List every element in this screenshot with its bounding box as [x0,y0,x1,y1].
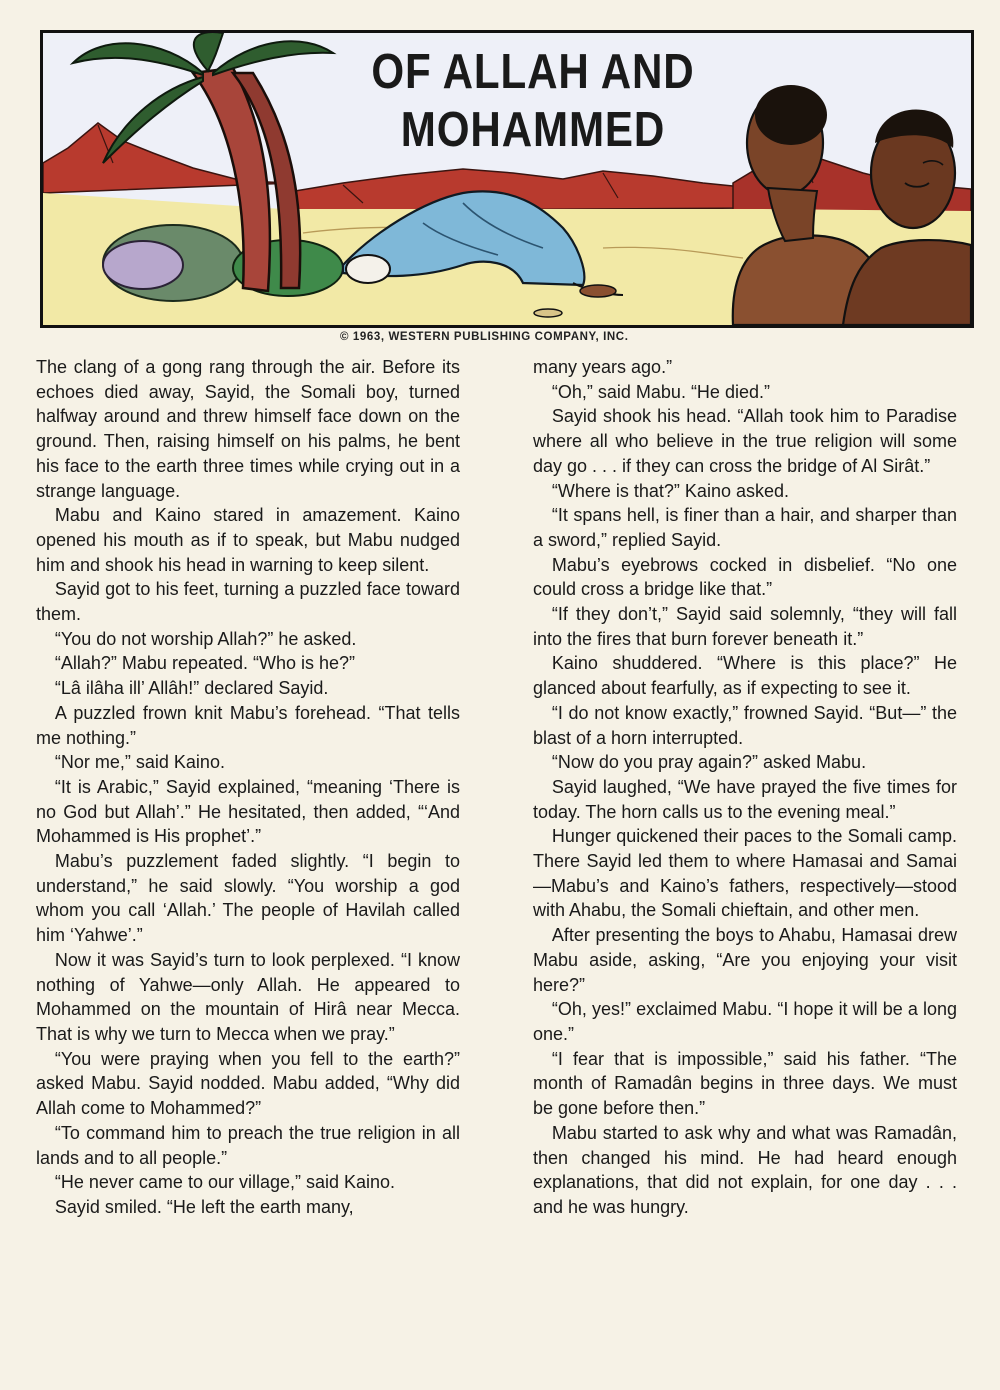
paragraph: After presenting the boys to Ahabu, Hamasai drew Mabu aside, asking, “Are you enjoying your visit here?” [533,925,957,995]
paragraph: “Now do you pray again?” asked Mabu. [551,752,867,773]
text-column-left [36,355,460,1220]
paragraph: “Nor me,” said Kaino. [54,752,225,773]
paragraph: “Lâ ilâha ill’ Allâh!” declared Sayid. [54,678,329,699]
paragraph: Mabu’s puzzlement faded slightly. “I begin to understand,” he said slowly. “You worship a god whom you call ‘Allah.’ The people of Havilah called him ‘Yahwe’.” [36,851,460,946]
title-illustration-panel [40,30,974,328]
paragraph: “I fear that is impossible,” said his father. “The month of Ramadân begins in three days. We must be gone before then.” [533,1048,957,1119]
paragraph: Kaino shuddered. “Where is this place?” He glanced about fearfully, as if expecting to see it. [533,653,957,699]
paragraph: The clang of a gong rang through the air. Before its echoes died away, Sayid, the Somali boy, turned halfway around and threw himself face down on the ground. Then, raising himself on his palms, he bent his face to the earth three times while crying out in a strange language. [36,357,460,501]
paragraph: “You were praying when you fell to the earth?” asked Mabu. Sayid nodded. Mabu added, “Why did Allah come to Mohammed?” [36,1048,460,1119]
paragraph: “You do not worship Allah?” he asked. [54,628,357,649]
story-title-line-2: MOHAMMED [400,103,666,157]
text-column-right [533,355,957,1220]
paragraph: “To command him to preach the true religion in all lands and to all people.” [36,1122,460,1168]
copyright-notice: © 1963, WESTERN PUBLISHING COMPANY, INC. [340,331,629,343]
paragraph: “Oh,” said Mabu. “He died.” [551,381,770,402]
paragraph: “It is Arabic,” Sayid explained, “meaning ‘There is no God but Allah’.” He hesitated, then added, “‘And Mohammed is His prophet’.” [36,776,460,847]
paragraph: “He never came to our village,” said Kaino. [54,1172,396,1193]
paragraph: Mabu’s eyebrows cocked in disbelief. “No one could cross a bridge like that.” [533,554,957,600]
paragraph: “Where is that?” Kaino asked. [551,480,790,501]
paragraph: “I do not know exactly,” frowned Sayid. “But—” the blast of a horn interrupted. [533,702,957,748]
paragraph: Mabu started to ask why and what was Ramadân, then changed his mind. He had heard enough explanations, that did not explain, for one day . . . and he was hungry. [533,1122,957,1217]
paragraph: “If they don’t,” Sayid said solemnly, “they will fall into the fires that burn forever beneath it.” [533,604,957,649]
paragraph: Sayid shook his head. “Allah took him to Paradise where all who believe in the true religion will some day go . . . if they can cross the bridge of Al Sirât.” [533,406,957,476]
paragraph-continuation: many years ago.” [533,357,673,377]
paragraph: Sayid laughed, “We have prayed the five times for today. The horn calls us to the evening meal.” [533,776,957,822]
paragraph: Mabu and Kaino stared in amazement. Kaino opened his mouth as if to speak, but Mabu nudged him and shook his head in warning to keep silent. [36,505,460,575]
paragraph: “Oh, yes!” exclaimed Mabu. “I hope it will be a long one.” [533,999,957,1044]
paragraph: “It spans hell, is finer than a hair, and sharper than a sword,” replied Sayid. [533,505,957,550]
paragraph: Hunger quickened their paces to the Somali camp. There Sayid led them to where Hamasai and Samai—Mabu’s and Kaino’s fathers, respectively—stood with Ahabu, the Somali chieftain, and other men. [533,826,957,921]
story-title-line-1: OF ALLAH AND [371,45,695,99]
paragraph: A puzzled frown knit Mabu’s forehead. “That tells me nothing.” [36,702,460,748]
story-title [370,43,697,159]
paragraph: “Allah?” Mabu repeated. “Who is he?” [54,653,356,674]
paragraph: Sayid smiled. “He left the earth many, [54,1196,354,1217]
paragraph: Sayid got to his feet, turning a puzzled face toward them. [36,579,460,625]
paragraph: Now it was Sayid’s turn to look perplexed. “I know nothing of Yahwe—only Allah. He appeared to Mohammed on the mountain of Hirâ near Mecca. That is why we turn to Mecca when we pray.” [36,949,460,1044]
